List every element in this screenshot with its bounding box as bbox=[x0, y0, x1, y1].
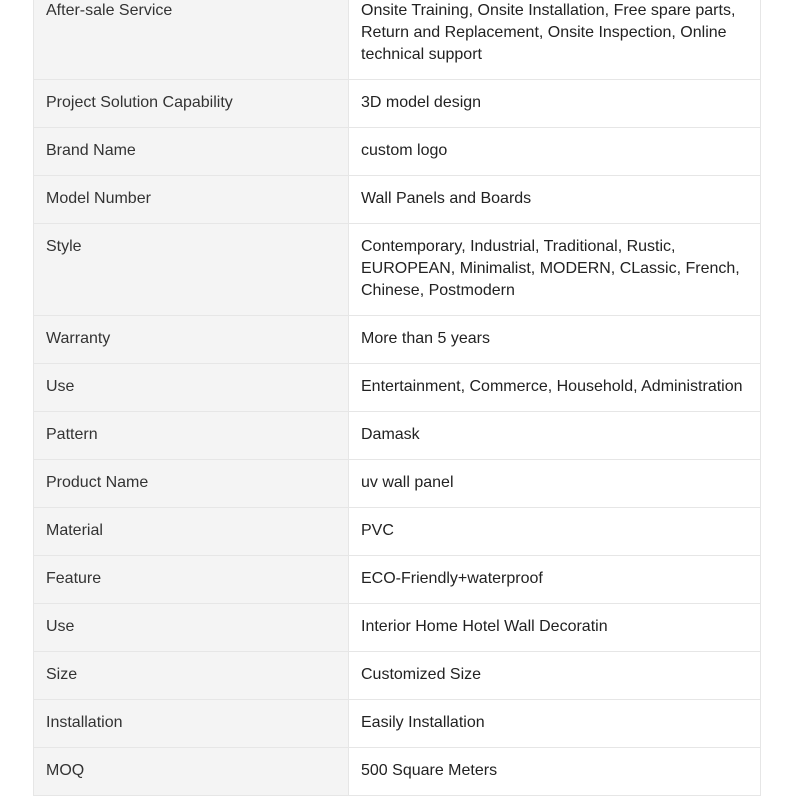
table-row bbox=[34, 80, 761, 128]
attribute-key: Warranty bbox=[34, 316, 349, 364]
table-row bbox=[34, 652, 761, 700]
attribute-key: Product Name bbox=[34, 460, 349, 508]
attribute-key: Style bbox=[34, 224, 349, 316]
attribute-value: Onsite Training, Onsite Installation, Free spare parts, Return and Replacement, Onsite Inspection, Online technical support bbox=[349, 0, 761, 80]
attribute-key: Brand Name bbox=[34, 128, 349, 176]
attribute-key: Pattern bbox=[34, 412, 349, 460]
attribute-value: Damask bbox=[349, 412, 761, 460]
attribute-value: 500 Square Meters bbox=[349, 748, 761, 796]
attribute-value: Wall Panels and Boards bbox=[349, 176, 761, 224]
attribute-key: Project Solution Capability bbox=[34, 80, 349, 128]
attributes-table-wrapper bbox=[33, 0, 761, 796]
table-row bbox=[34, 176, 761, 224]
table-row bbox=[34, 508, 761, 556]
attribute-value: Interior Home Hotel Wall Decoratin bbox=[349, 604, 761, 652]
table-row bbox=[34, 128, 761, 176]
attribute-key: Use bbox=[34, 604, 349, 652]
attribute-key: After-sale Service bbox=[34, 0, 349, 80]
attribute-value: 3D model design bbox=[349, 80, 761, 128]
table-row bbox=[34, 460, 761, 508]
table-row bbox=[34, 604, 761, 652]
table-row bbox=[34, 700, 761, 748]
attribute-key: Size bbox=[34, 652, 349, 700]
table-row bbox=[34, 224, 761, 316]
attribute-key: Use bbox=[34, 364, 349, 412]
table-row bbox=[34, 556, 761, 604]
attribute-key: Material bbox=[34, 508, 349, 556]
attribute-value: More than 5 years bbox=[349, 316, 761, 364]
attribute-value: ECO-Friendly+waterproof bbox=[349, 556, 761, 604]
attribute-key: Feature bbox=[34, 556, 349, 604]
table-row bbox=[34, 316, 761, 364]
attribute-key: Model Number bbox=[34, 176, 349, 224]
attribute-value: Contemporary, Industrial, Traditional, Rustic, EUROPEAN, Minimalist, MODERN, CLassic, French, Chinese, Postmodern bbox=[349, 224, 761, 316]
table-row bbox=[34, 0, 761, 80]
product-attributes-table bbox=[33, 0, 761, 796]
table-row bbox=[34, 412, 761, 460]
table-row bbox=[34, 364, 761, 412]
attribute-value: custom logo bbox=[349, 128, 761, 176]
attribute-value: Easily Installation bbox=[349, 700, 761, 748]
attribute-value: Customized Size bbox=[349, 652, 761, 700]
attribute-value: PVC bbox=[349, 508, 761, 556]
table-row bbox=[34, 748, 761, 796]
attribute-key: MOQ bbox=[34, 748, 349, 796]
attribute-value: uv wall panel bbox=[349, 460, 761, 508]
attribute-value: Entertainment, Commerce, Household, Administration bbox=[349, 364, 761, 412]
attribute-key: Installation bbox=[34, 700, 349, 748]
